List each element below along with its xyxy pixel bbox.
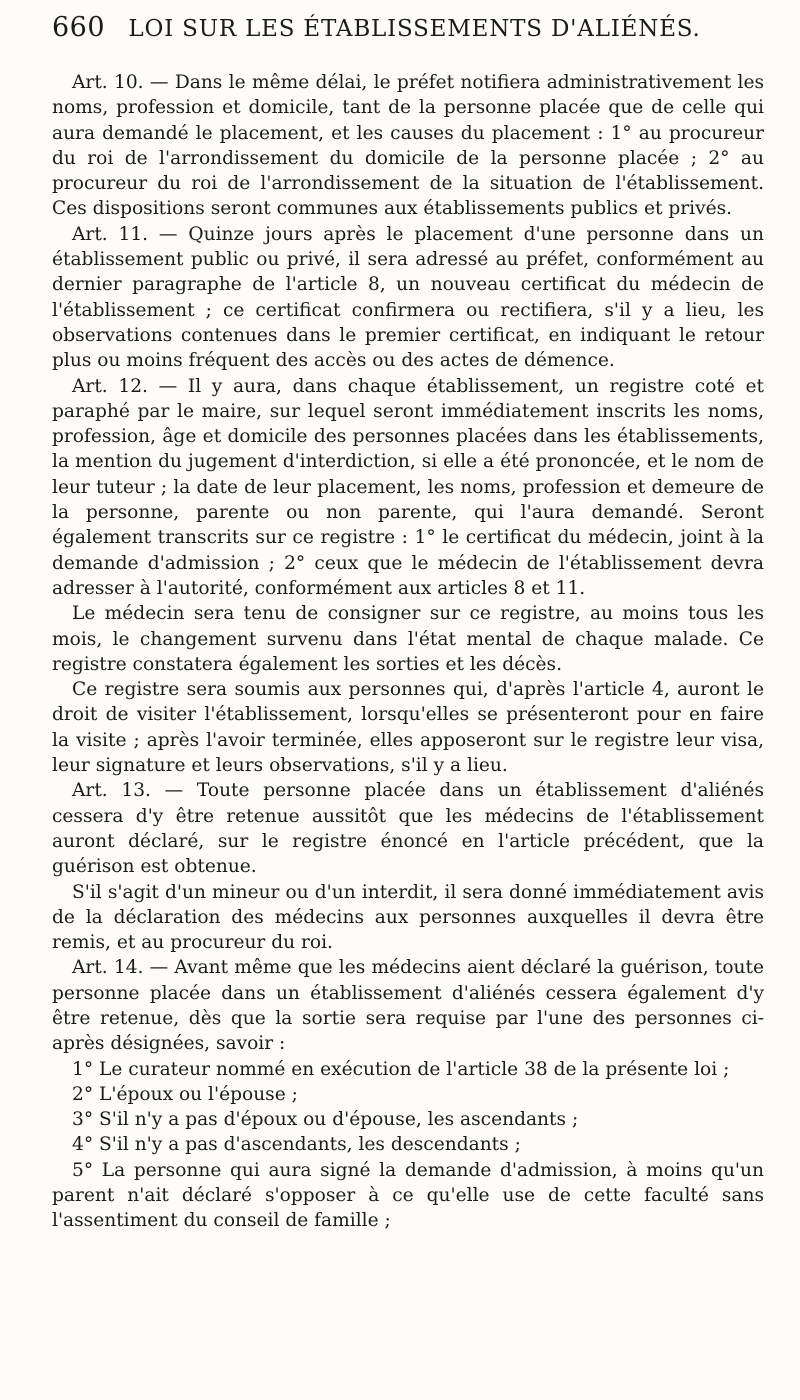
list-item: 4° S'il n'y a pas d'ascendants, les descendants ; <box>72 1134 521 1156</box>
page-header <box>52 12 764 70</box>
article-14: Art. 14. — Avant même que les médecins aient déclaré la guérison, toute personne placée dans un établissement d'aliénés cessera également d'y être retenue, dès que la sortie sera requise par l'une des personnes ci-après désignées, savoir : <box>52 957 764 1055</box>
paragraph: S'il s'agit d'un mineur ou d'un interdit, il sera donné immédiatement avis de la déclaration des médecins aux personnes auxquelles il devra être remis, et au procureur du roi. <box>52 881 764 954</box>
page-body <box>52 70 764 1234</box>
paragraph: Ce registre sera soumis aux personnes qui, d'après l'article 4, auront le droit de visiter l'établissement, lorsqu'elles se présenteront pour en faire la visite ; après l'avoir terminée, elles apposeront sur le registre leur visa, leur signature et leurs observations, s'il y a lieu. <box>52 679 764 777</box>
article-10: Art. 10. — Dans le même délai, le préfet notifiera administrativement les noms, profession et domicile, tant de la personne placée que de celle qui aura demandé le placement, et les causes du placement : 1° au procureur du roi de l'arrondissement du domicile de la personne placée ; 2° au procureur du roi de l'arrondissement de la situation de l'établissement. Ces dispositions seront communes aux établissements publics et privés. <box>52 72 764 220</box>
article-11: Art. 11. — Quinze jours après le placement d'une personne dans un établissement public ou privé, il sera adressé au préfet, conformément au dernier paragraphe de l'article 8, un nouveau certificat du médecin de l'établissement ; ce certificat confirmera ou rectifiera, s'il y a lieu, les observations contenues dans le premier certificat, en indiquant le retour plus ou moins fréquent des accès ou des actes de démence. <box>52 223 764 372</box>
list-item: 1° Le curateur nommé en exécution de l'article 38 de la présente loi ; <box>72 1058 730 1080</box>
list-item: 3° S'il n'y a pas d'époux ou d'épouse, les ascendants ; <box>72 1109 579 1131</box>
paragraph: Le médecin sera tenu de consigner sur ce registre, au moins tous les mois, le changement survenu dans l'état mental de chaque malade. Ce registre constatera également les sorties et les décès. <box>52 603 764 675</box>
running-title: LOI SUR LES ÉTABLISSEMENTS D'ALIÉNÉS. <box>128 16 701 42</box>
article-13: Art. 13. — Toute personne placée dans un établissement d'aliénés cessera d'y être retenue aussitôt que les médecins de l'établissement auront déclaré, sur le registre énoncé en l'article précédent, que la guérison est obtenue. <box>52 780 764 878</box>
page-number: 660 <box>52 12 106 43</box>
article-12: Art. 12. — Il y aura, dans chaque établissement, un registre coté et paraphé par le maire, sur lequel seront immédiatement inscrits les noms, profession, âge et domicile des personnes placées dans les établissements, la mention du jugement d'interdiction, si elle a été prononcée, et le nom de leur tuteur ; la date de leur placement, les noms, profession et demeure de la personne, parente ou non parente, qui l'aura demandé. Seront également transcrits sur ce registre : 1° le certificat du médecin, joint à la demande d'admission ; 2° ceux que le médecin de l'établissement devra adresser à l'autorité, conformément aux articles 8 et 11. <box>52 375 764 599</box>
list-item: 5° La personne qui aura signé la demande d'admission, à moins qu'un parent n'ait déclaré s'opposer à ce qu'elle use de cette faculté sans l'assentiment du conseil de famille ; <box>52 1159 764 1232</box>
list-item: 2° L'époux ou l'épouse ; <box>72 1083 298 1105</box>
